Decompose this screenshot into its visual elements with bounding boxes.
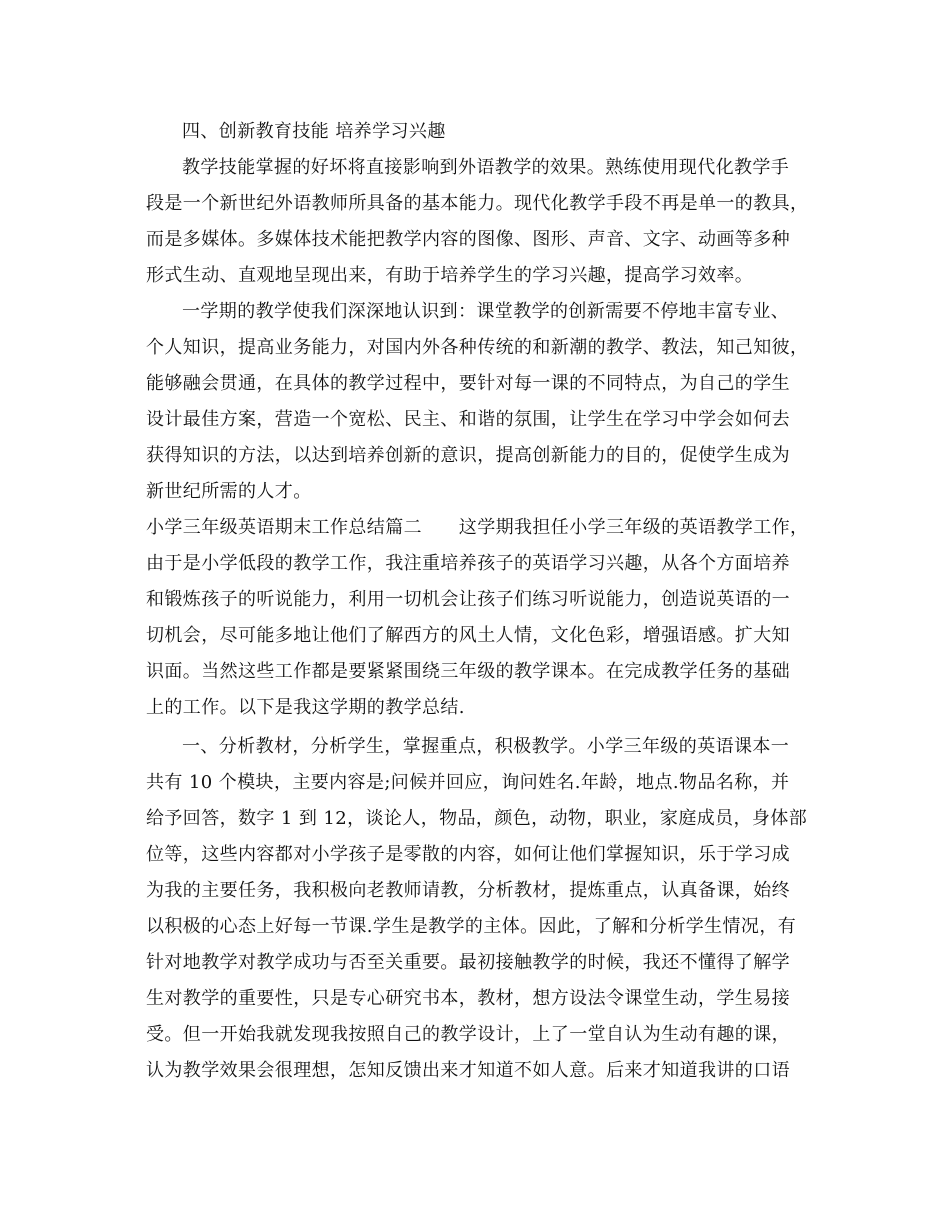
text-line: 受。但一开始我就发现我按照自己的教学设计，上了一堂自认为生动有趣的课， bbox=[146, 1024, 790, 1045]
text-line: 和锻炼孩子的听说能力，利用一切机会让孩子们练习听说能力，创造说英语的一 bbox=[146, 589, 790, 610]
text-line: 能够融会贯通，在具体的教学过程中，要针对每一课的不同特点，为自己的学生 bbox=[146, 373, 790, 394]
text-line: 认为教学效果会很理想，怎知反馈出来才知道不如人意。后来才知道我讲的口语 bbox=[146, 1060, 790, 1081]
text-line: 以积极的心态上好每一节课.学生是教学的主体。因此，了解和分析学生情况，有 bbox=[146, 916, 797, 937]
section-heading-one: 一、分析教材，分析学生，掌握重点，积极教学。小学三年级的英语课本一 bbox=[182, 736, 790, 757]
text-line: 段是一个新世纪外语教师所具备的基本能力。现代化教学手段不再是单一的教具， bbox=[146, 193, 809, 214]
text-line: 形式生动、直观地呈现出来，有助于培养学生的学习兴趣，提高学习效率。 bbox=[146, 265, 754, 286]
text-line: 上的工作。以下是我这学期的教学总结. bbox=[146, 697, 465, 718]
article-title-line: 小学三年级英语期末工作总结篇二 这学期我担任小学三年级的英语教学工作， bbox=[146, 517, 809, 538]
text-line: 获得知识的方法，以达到培养创新的意识，提高创新能力的目的，促使学生成为 bbox=[146, 445, 790, 466]
text-line: 而是多媒体。多媒体技术能把教学内容的图像、图形、声音、文字、动画等多种 bbox=[146, 229, 790, 250]
text-line: 设计最佳方案，营造一个宽松、民主、和谐的氛围，让学生在学习中学会如何去 bbox=[146, 409, 790, 430]
text-line: 位等，这些内容都对小学孩子是零散的内容，如何让他们掌握知识，乐于学习成 bbox=[146, 844, 790, 865]
section-heading-four: 四、创新教育技能 培养学习兴趣 bbox=[182, 121, 446, 142]
text-line: 由于是小学低段的教学工作，我注重培养孩子的英语学习兴趣，从各个方面培养 bbox=[146, 553, 790, 574]
text-line: 个人知识，提高业务能力，对国内外各种传统的和新潮的教学、教法，知己知彼， bbox=[146, 337, 809, 358]
text-line: 识面。当然这些工作都是要紧紧围绕三年级的教学课本。在完成教学任务的基础 bbox=[146, 661, 790, 682]
text-line: 共有 10 个模块，主要内容是;问候并回应，询问姓名.年龄，地点.物品名称，并 bbox=[146, 772, 790, 793]
text-line: 一学期的教学使我们深深地认识到：课堂教学的创新需要不停地丰富专业、 bbox=[182, 301, 790, 322]
text-line: 给予回答，数字 1 到 12，谈论人，物品，颜色，动物，职业，家庭成员，身体部 bbox=[146, 808, 808, 829]
text-line: 生对教学的重要性，只是专心研究书本，教材，想方设法令课堂生动，学生易接 bbox=[146, 988, 790, 1009]
text-line: 针对地教学对教学成功与否至关重要。最初接触教学的时候，我还不懂得了解学 bbox=[146, 952, 790, 973]
text-line: 为我的主要任务，我积极向老教师请教，分析教材，提炼重点，认真备课，始终 bbox=[146, 880, 790, 901]
text-line: 教学技能掌握的好坏将直接影响到外语教学的效果。熟练使用现代化教学手 bbox=[182, 157, 790, 178]
text-line: 新世纪所需的人才。 bbox=[146, 481, 312, 502]
text-line: 切机会，尽可能多地让他们了解西方的风土人情，文化色彩，增强语感。扩大知 bbox=[146, 625, 790, 646]
